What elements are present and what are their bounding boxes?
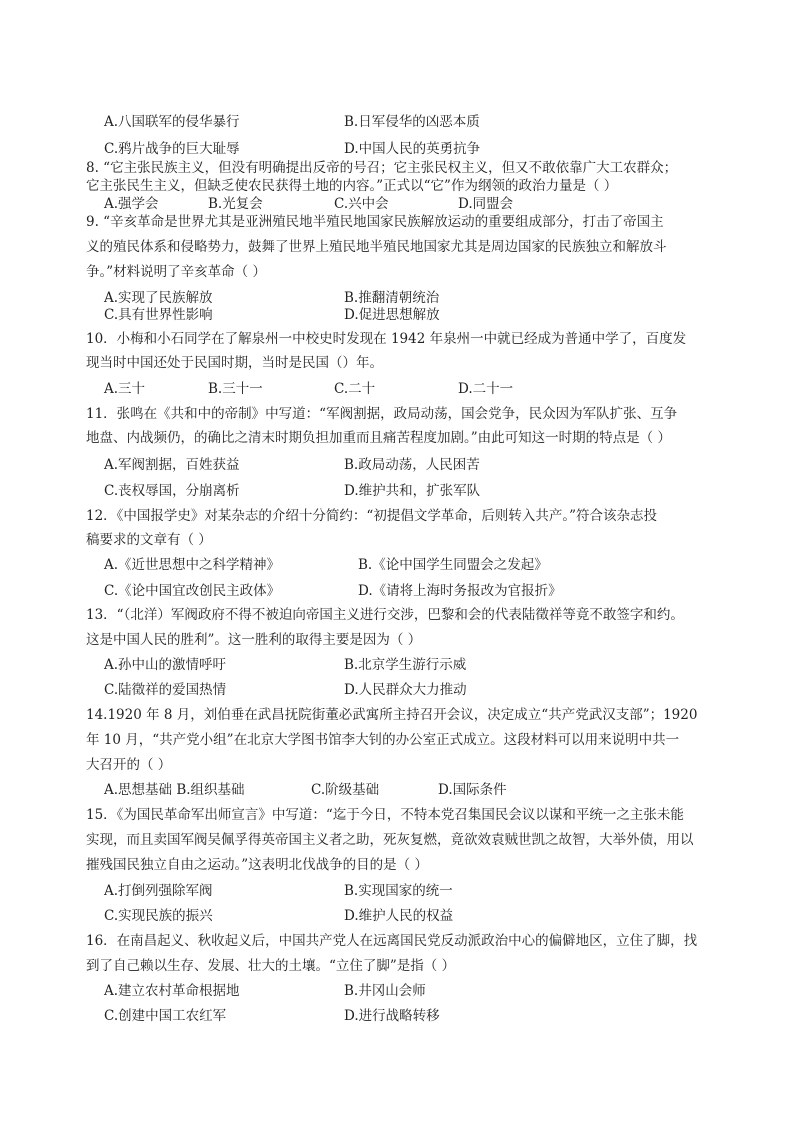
option-d: D.维护共和，扩张军队 (344, 483, 481, 499)
question-text-line: 8. “它主张民族主义，但没有明确提出反帝的号召；它主张民权主义，但又不敢依靠广大工农群众； (86, 160, 678, 176)
option-a: A.军阀割据，百姓获益 (104, 457, 240, 473)
option-d: D.二十一 (458, 381, 514, 397)
option-c: C.阶级基础 (311, 782, 380, 798)
option-b: B.《论中国学生同盟会之发起》 (358, 557, 548, 573)
question-text-line: 实现，而且卖国军阀吴佩孚得英帝国主义者之助，死灰复燃，竟欲效袁贼世凯之故智，大举外债，用以 (86, 832, 694, 848)
option-a: A.强学会 (104, 196, 159, 212)
question-text-line: 到了自己赖以生存、发展、壮大的土壤。“立住了脚”是指（ ） (86, 958, 456, 974)
option-c: C.实现民族的振兴 (104, 908, 213, 924)
option-c: C.鸦片战争的巨大耻辱 (104, 141, 240, 157)
option-d: D.维护人民的权益 (344, 908, 454, 924)
option-b: B.三十一 (208, 381, 263, 397)
question-text-line: 大召开的（ ） (86, 757, 172, 773)
option-a: A.打倒列强除军阀 (104, 883, 213, 899)
option-d: D.国际条件 (438, 782, 507, 798)
option-d: D.中国人民的英勇抗争 (344, 141, 481, 157)
question-text-line: 义的殖民体系和侵略势力，鼓舞了世界上殖民地半殖民地国家尤其是周边国家的民族独立和解放斗 (86, 239, 667, 255)
question-text-line: 现当时中国还处于民国时期，当时是民国（）年。 (86, 355, 383, 371)
question-text-line: 11．张鸣在《共和中的帝制》中写道：“军阀割据，政局动荡，国会党争，民众因为军队扩张、互争 (86, 406, 678, 422)
option-b: B.北京学生游行示威 (344, 657, 467, 673)
question-text-line: 地盘、内战频仍，的确比之清末时期负担加重而且痛苦程度加剧。”由此可知这一时期的特点是（ ） (86, 430, 671, 446)
option-a: A.实现了民族解放 (104, 290, 213, 306)
option-b: B.井冈山会师 (344, 983, 426, 999)
option-c: C.陆徵祥的爱国热情 (104, 682, 227, 698)
question-text-line: 15．《为国民革命军出师宣言》中写道：“迄于今日，不特本党召集国民会议以谋和平统一之主张未能 (86, 807, 684, 823)
option-c: C.具有世界性影响 (104, 307, 213, 323)
option-c: C.创建中国工农红军 (104, 1008, 227, 1024)
question-text-line: 13．“（北洋）军阀政府不得不被迫向帝国主义进行交涉，巴黎和会的代表陆徵祥等竟不敢签字和约。 (86, 607, 684, 623)
question-text-line: 这是中国人民的胜利”。这一胜利的取得主要是因为（ ） (86, 632, 422, 648)
option-d: D.进行战略转移 (344, 1008, 440, 1024)
question-text-line: 摧残国民独立自由之运动。”这表明北伐战争的目的是（ ） (86, 857, 428, 873)
option-b: B.光复会 (208, 196, 263, 212)
option-a: A.三十 (104, 381, 146, 397)
option-a-b: A.思想基础 B.组织基础 (104, 782, 245, 798)
option-a: A.《近世思想中之科学精神》 (104, 557, 281, 573)
option-b: B.推翻清朝统治 (344, 290, 440, 306)
question-text-line: 12．《中国报学史》对某杂志的介绍十分简约：“初提倡文学革命，后则转入共产。”符合该杂志投 (86, 508, 657, 524)
question-text-line: 16．在南昌起义、秋收起义后，中国共产党人在远离国民党反动派政治中心的偏僻地区，立住了脚，找 (86, 933, 698, 949)
question-text-line: 争。”材料说明了辛亥革命（ ） (86, 264, 266, 280)
question-text-line: 9. “辛亥革命是世界尤其是亚洲殖民地半殖民地国家民族解放运动的重要组成部分，打击了帝国主 (86, 214, 664, 230)
option-b: B.政局动荡，人民困苦 (344, 457, 480, 473)
option-d: D.同盟会 (458, 196, 514, 212)
question-text-line: 10．小梅和小石同学在了解泉州一中校史时发现在 1942 年泉州一中就已经成为普通中学了，百度发 (86, 331, 687, 347)
option-d: D.《请将上海时务报改为官报折》 (358, 583, 562, 599)
question-text-line: 它主张民生主义，但缺乏使农民获得土地的内容。”正式以“它”作为纲领的政治力量是（ ） (86, 178, 618, 194)
option-c: C.丧权辱国，分崩离析 (104, 483, 240, 499)
question-text-line: 年 10 月，“共产党小组”在北京大学图书馆李大钊的办公室正式成立。这段材料可以用来说明中共一 (86, 732, 680, 748)
option-b: B.日军侵华的凶恶本质 (344, 114, 480, 130)
option-c: C.兴中会 (334, 196, 389, 212)
option-d: D.促进思想解放 (344, 307, 440, 323)
option-a: A.建立农村革命根据地 (104, 983, 240, 999)
option-b: B.实现国家的统一 (344, 883, 453, 899)
question-text-line: 14.1920 年 8 月，刘伯垂在武昌抚院街董必武寓所主持召开会议，决定成立“共产党武汉支部”；1920 (86, 707, 698, 723)
option-c: C.二十 (334, 381, 376, 397)
option-a: A.孙中山的激情呼吁 (104, 657, 227, 673)
option-c: C.《论中国宜改创民主政体》 (104, 583, 281, 599)
option-a: A.八国联军的侵华暴行 (104, 114, 240, 130)
option-d: D.人民群众大力推动 (344, 682, 467, 698)
question-text-line: 稿要求的文章有（ ） (86, 532, 212, 548)
